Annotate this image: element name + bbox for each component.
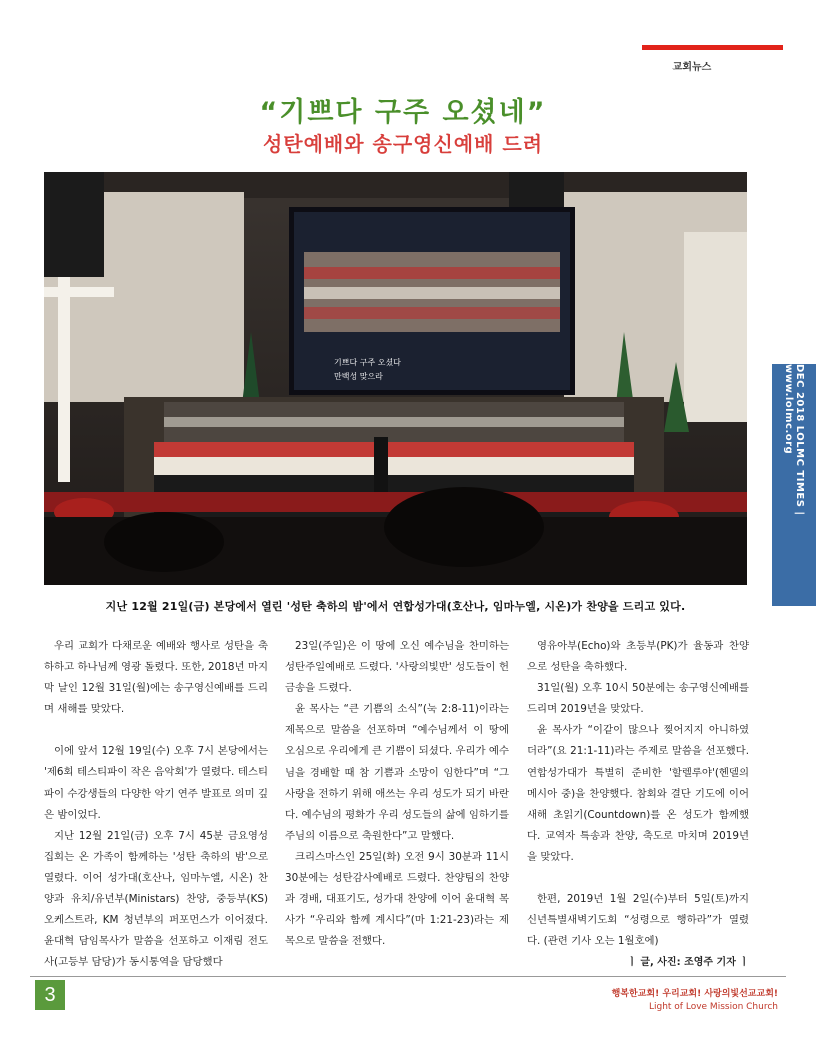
article-headline: “기쁘다 구주 오셨네” bbox=[259, 97, 547, 128]
article-column-3 bbox=[527, 636, 749, 973]
photo-caption: 지난 12월 21일(금) 본당에서 열린 '성탄 축하의 밤'에서 연합성가대(호산나, 임마누엘, 시온)가 찬양을 드리고 있다. bbox=[105, 600, 686, 613]
article-subheadline: 성탄예배와 송구영신예배 드려 bbox=[262, 132, 544, 156]
page-number: 3 bbox=[35, 980, 65, 1010]
screen-lyric-line2: 만백성 맞으라 bbox=[334, 372, 383, 381]
article-column-2 bbox=[285, 636, 509, 952]
article-column-1 bbox=[44, 636, 268, 973]
paragraph: 크리스마스인 25일(화) 오전 9시 30분과 11시 30분에는 성탄감사예배로 드렸다. 찬양팀의 찬양과 경배, 대표기도, 성가대 찬양에 이어 윤대혁 목사가 “우리와 함께 계시다”(마 1:21-23)라는 제목으로 말씀을 전했다. bbox=[285, 850, 509, 948]
header-accent-bar bbox=[642, 45, 783, 50]
paragraph: 우리 교회가 다채로운 예배와 행사로 성탄을 축하하고 하나님께 영광 돌렸다. 또한, 2018년 마지막 날인 12월 31일(월)에는 송구영신예배를 드리며 새해를 맞았다. bbox=[44, 640, 268, 716]
footer-org-name: Light of Love Mission Church bbox=[648, 1002, 778, 1012]
byline: ㅣ 글, 사진: 조영주 기자 ㅣ bbox=[627, 957, 749, 969]
footer-divider bbox=[30, 976, 786, 977]
paragraph: 영유아부(Echo)와 초등부(PK)가 율동과 찬양으로 성탄을 축하했다. bbox=[527, 640, 749, 674]
paragraph: 한편, 2019년 1월 2일(수)부터 5일(토)까지 신년특별새벽기도회 “성령으로 행하라”가 열렸다. (관련 기사 오는 1월호에) bbox=[527, 893, 749, 948]
footer-slogan: 행복한교회! 우리교회! 사랑의빛선교교회! bbox=[611, 989, 778, 999]
paragraph: 윤 목사가 “이같이 많으나 찢어지지 아니하였더라”(요 21:1-11)라는 주제로 말씀을 선포했다. 연합성가대가 특별히 준비한 '할렐루야'(헨델의 메시아 중)을 찬양했다. 참회와 결단 기도에 이어 새해 초읽기(Countdown)를 온 성도가 함께했다. 교역자 특송과 찬양, 축도로 마치며 2019년을 맞았다. bbox=[527, 724, 749, 863]
paragraph: 31일(월) 오후 10시 50분에는 송구영신예배를 드리며 2019년을 맞았다. bbox=[527, 682, 749, 716]
sidebar-issue-text: DEC 2018 LOLMC TIMES | www.lolmc.org bbox=[783, 364, 805, 516]
paragraph: 이에 앞서 12월 19일(수) 오후 7시 본당에서는 '제6회 테스티파이 작은 음악회'가 열렸다. 테스티파이 수강생들의 다양한 악기 연주 발표로 의미 깊은 밤이었다. bbox=[44, 745, 268, 821]
section-label: 교회뉴스 bbox=[672, 62, 712, 73]
screen-lyric-line1: 기쁘다 구주 오셨다 bbox=[334, 358, 401, 367]
paragraph: 23일(주일)은 이 땅에 오신 예수님을 찬미하는 성탄주일예배로 드렸다. '사랑의빛반' 성도들이 헌금송을 드렸다. bbox=[285, 640, 509, 695]
paragraph: 윤 목사는 “큰 기쁨의 소식”(눅 2:8-11)이라는 제목으로 말씀을 선포하며 “예수님께서 이 땅에 오심으로 우리에게 큰 기쁨이 되셨다. 우리가 예수님을 경배할 때 참 기쁨과 소망이 임한다”며 “그 사랑을 전하기 위해 애쓰는 우리 성도가 되기 바란다. 예수님의 평화가 우리 성도들의 삶에 임하기를 주님의 이름으로 축원한다”고 말했다. bbox=[285, 703, 509, 842]
article-photo bbox=[44, 172, 747, 585]
paragraph: 지난 12월 21일(금) 오후 7시 45분 금요영성집회는 온 가족이 함께하는 '성탄 축하의 밤'으로 열렸다. 이어 성가대(호산나, 임마누엘, 시온) 찬양과 유치/유년부(Ministars) 찬양, 중등부(KS) 오케스트라, KM 청년부의 퍼포먼스가 이어졌다. 윤대혁 담임목사가 말씀을 선포하고 이재림 전도사(고등부 담당)가 동시통역을 담당했다 bbox=[44, 829, 268, 969]
